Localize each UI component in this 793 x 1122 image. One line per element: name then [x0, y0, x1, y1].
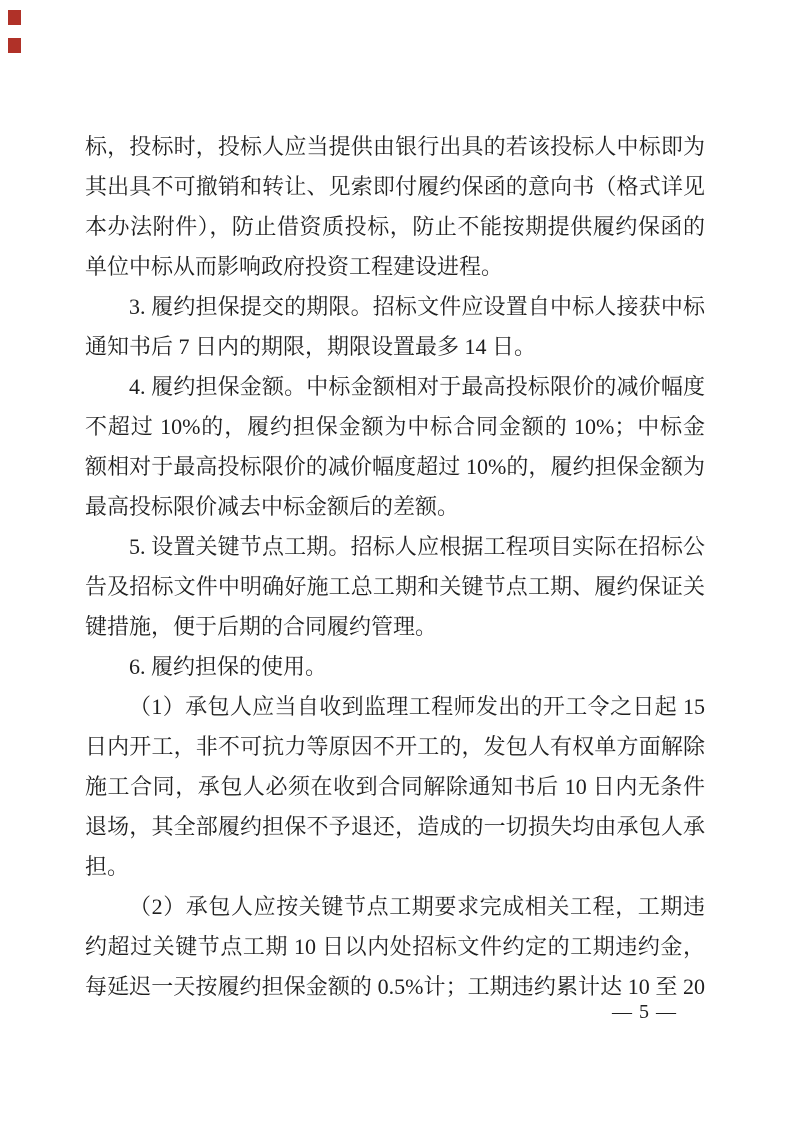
document-line: 告及招标文件中明确好施工总工期和关键节点工期、履约保证关: [85, 574, 705, 599]
page-number: — 5 —: [612, 1001, 677, 1023]
document-line: 施工合同，承包人必须在收到合同解除通知书后 10 日内无条件: [85, 774, 705, 799]
document-line: 其出具不可撤销和转让、见索即付履约保函的意向书（格式详见: [85, 174, 705, 199]
document-line: 担。: [85, 854, 130, 879]
document-line: 不超过 10%的，履约担保金额为中标合同金额的 10%；中标金: [85, 414, 705, 439]
document-line: 3. 履约担保提交的期限。招标文件应设置自中标人接获中标: [129, 294, 705, 319]
red-corner-mark: [8, 10, 21, 25]
document-line: （2）承包人应按关键节点工期要求完成相关工程，工期违: [129, 894, 705, 919]
document-line: 标，投标时，投标人应当提供由银行出具的若该投标人中标即为: [85, 134, 705, 159]
document-line: 4. 履约担保金额。中标金额相对于最高投标限价的减价幅度: [129, 374, 705, 399]
document-line: 6. 履约担保的使用。: [129, 654, 328, 679]
document-line: 退场，其全部履约担保不予退还，造成的一切损失均由承包人承: [85, 814, 705, 839]
document-line: 最高投标限价减去中标金额后的差额。: [85, 494, 460, 519]
document-line: 本办法附件），防止借资质投标，防止不能按期提供履约保函的: [85, 214, 705, 239]
document-line: 单位中标从而影响政府投资工程建设进程。: [85, 254, 504, 279]
document-line: 约超过关键节点工期 10 日以内处招标文件约定的工期违约金，: [85, 934, 705, 959]
text-block: [85, 127, 705, 1007]
document-line: 额相对于最高投标限价的减价幅度超过 10%的，履约担保金额为: [85, 454, 706, 479]
document-line: 5. 设置关键节点工期。招标人应根据工程项目实际在招标公: [129, 534, 705, 559]
document-line: 键措施，便于后期的合同履约管理。: [85, 614, 438, 639]
red-corner-mark: [8, 38, 21, 53]
document-line: （1）承包人应当自收到监理工程师发出的开工令之日起 15: [129, 694, 705, 719]
document-line: 日内开工，非不可抗力等原因不开工的，发包人有权单方面解除: [85, 734, 705, 759]
document-line: 通知书后 7 日内的期限，期限设置最多 14 日。: [85, 334, 537, 359]
document-line: 每延迟一天按履约担保金额的 0.5%计；工期违约累计达 10 至 20: [85, 974, 705, 999]
